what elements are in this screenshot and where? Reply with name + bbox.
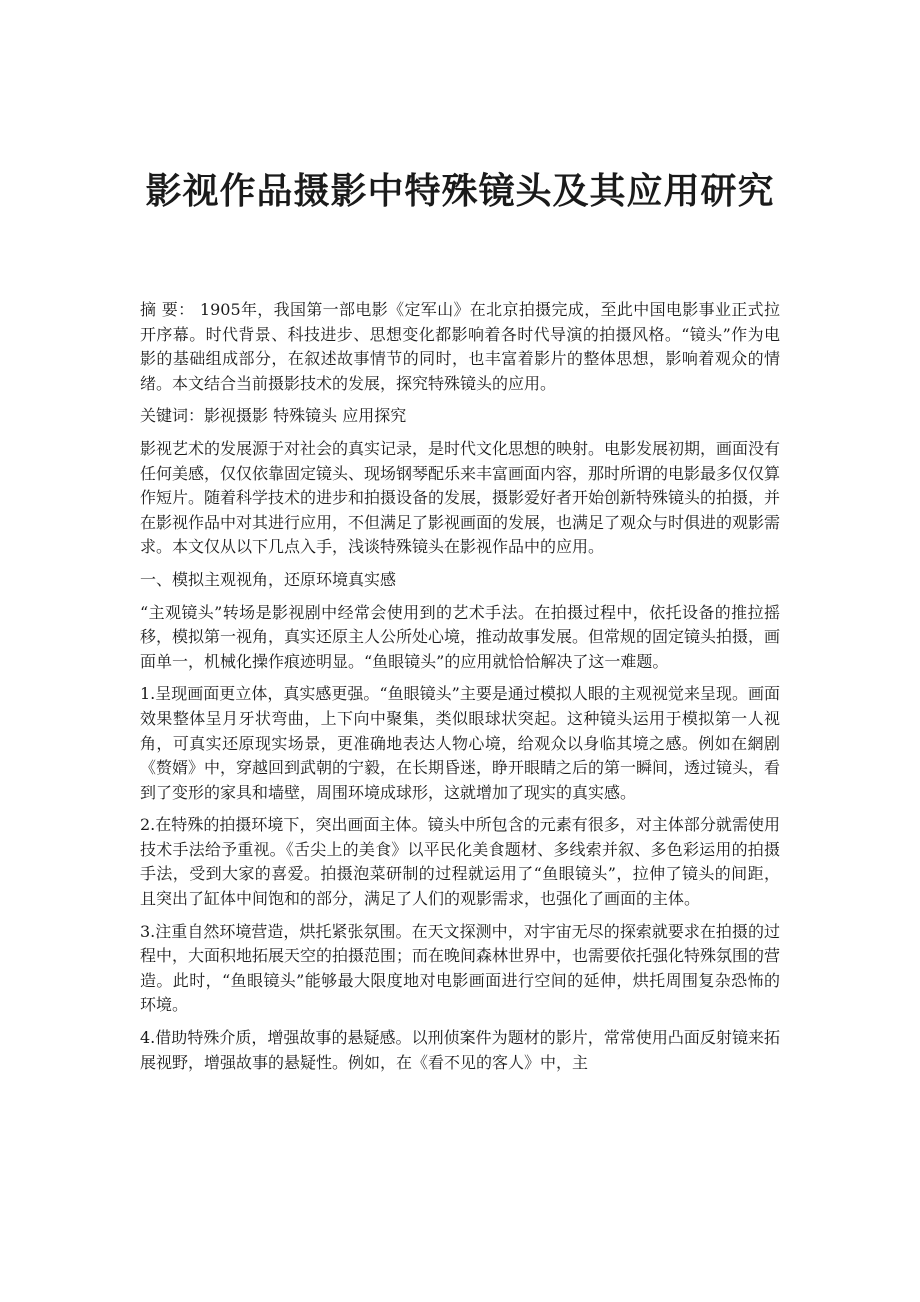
paragraph-point-4: 4.借助特殊介质，增强故事的悬疑感。以刑侦案件为题材的影片，常常使用凸面反射镜来拓展视野，增强故事的悬疑性。例如，在《看不见的客人》中，主 <box>140 1028 780 1072</box>
paragraph-point-2: 2.在特殊的拍摄环境下，突出画面主体。镜头中所包含的元素有很多，对主体部分就需使用技术手法给予重视。《舌尖上的美食》以平民化美食题材、多线索并叙、多色彩运用的拍摄手法，受到大家的喜爱。拍摄泡菜研制的过程就运用了“鱼眼镜头”，拉伸了镜头的间距，且突出了缸体中间饱和的部分，满足了人们的观影需求，也强化了画面的主体。 <box>140 815 780 909</box>
abstract <box>140 298 780 396</box>
paragraph-subjective-shot: “主观镜头”转场是影视剧中经常会使用到的艺术手法。在拍摄过程中，依托设备的推拉摇移，模拟第一视角，真实还原主人公所处心境，推动故事发展。但常规的固定镜头拍摄，画面单一，机械化操作痕迹明显。“鱼眼镜头”的应用就恰恰解决了这一难题。 <box>140 602 781 671</box>
section-heading-1: 一、模拟主观视角，还原环境真实感 <box>140 569 397 589</box>
paragraph-intro: 影视艺术的发展源于对社会的真实记录，是时代文化思想的映射。电影发展初期，画面没有任何美感，仅仅依靠固定镜头、现场钢琴配乐来丰富画面内容，那时所谓的电影最多仅仅算作短片。随着科学技术的进步和拍摄设备的发展，摄影爱好者开始创新特殊镜头的拍摄，并在影视作品中对其进行应用，不但满足了影视画面的发展，也满足了观众与时俱进的观影需求。本文仅从以下几点入手，浅谈特殊镜头在影视作品中的应用。 <box>140 438 781 557</box>
paper-title: 影视作品摄影中特殊镜头及其应用研究 <box>145 170 775 212</box>
paper-body <box>140 298 780 1083</box>
abstract-label: 摘 要： <box>140 300 195 319</box>
paragraph-point-3: 3.注重自然环境营造，烘托紧张氛围。在天文探测中，对宇宙无尽的探索就要求在拍摄的过程中，大面积地拓展天空的拍摄范围；而在晚间森林世界中，也需要依托强化特殊氛围的营造。此时，“鱼眼镜头”能够最大限度地对电影画面进行空间的延伸，烘托周围复杂恐怖的环境。 <box>140 921 781 1015</box>
keywords-text: 影视摄影 特殊镜头 应用探究 <box>204 406 407 426</box>
paragraph-point-1: 1.呈现画面更立体，真实感更强。“鱼眼镜头”主要是通过模拟人眼的主观视觉来呈现。画面效果整体呈月牙状弯曲，上下向中聚集，类似眼球状突起。这种镜头运用于模拟第一人视角，可真实还原现实场景，更准确地表达人物心境，给观众以身临其境之感。例如在網剧《赘婿》中，穿越回到武朝的宁毅，在长期昏迷，睁开眼睛之后的第一瞬间，透过镜头，看到了变形的家具和墙壁，周围环境成球形，这就增加了现实的真实感。 <box>140 684 781 802</box>
keywords <box>140 404 780 429</box>
keywords-label: 关键词： <box>140 406 205 426</box>
abstract-text: 1905年，我国第一部电影《定军山》在北京拍摄完成，至此中国电影事业正式拉开序幕。时代背景、科技进步、思想变化都影响着各时代导演的拍摄风格。“镜头”作为电影的基础组成部分，在叙述故事情节的同时，也丰富着影片的整体思想，影响着观众的情绪。本文结合当前摄影技术的发展，探究特殊镜头的应用。 <box>140 300 780 393</box>
